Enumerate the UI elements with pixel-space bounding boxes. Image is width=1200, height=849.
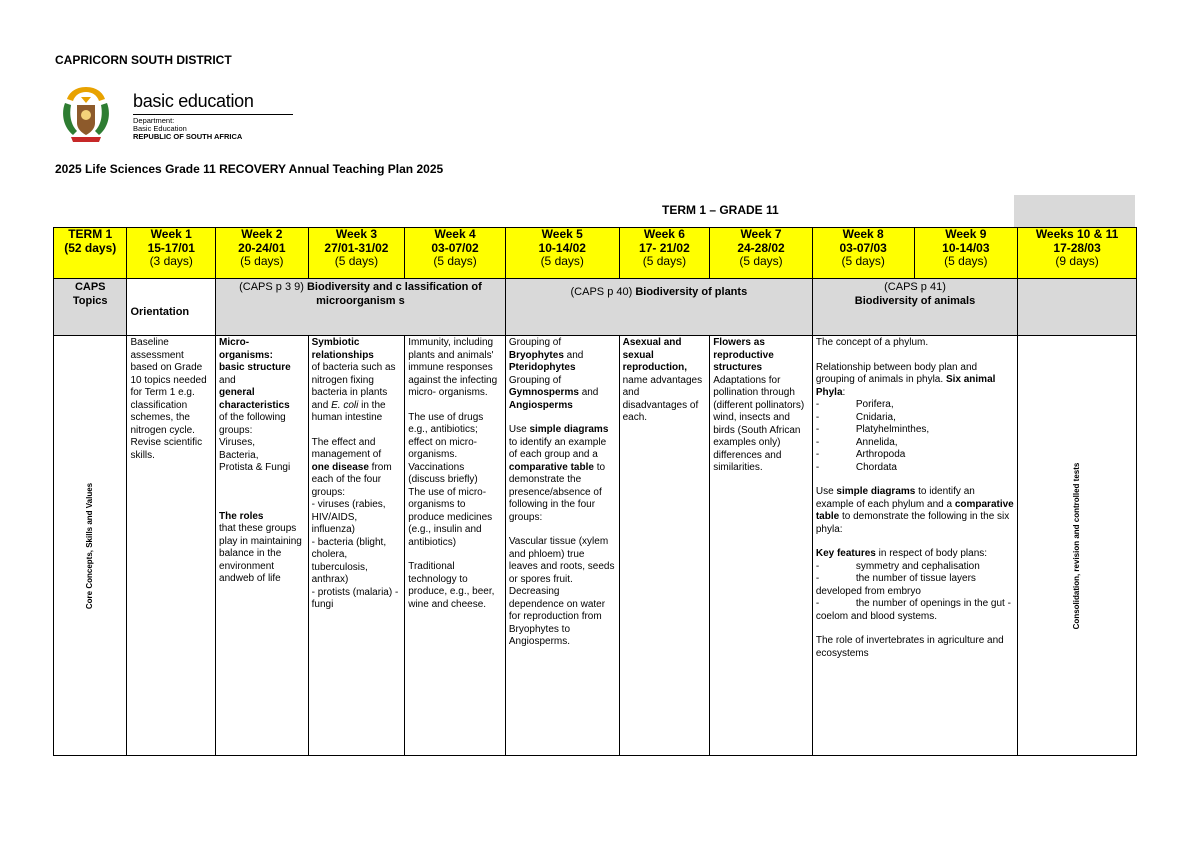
weeks-row [54,228,1137,279]
caps-topics-row [54,279,1137,336]
logo-rule [133,114,293,115]
week-3-cell: Week 3 27/01-31/02 (5 days) [308,228,405,279]
week1-content: Baseline assessment based on Grade 10 topics needed for Term 1 e.g. classification schemes, the nitrogen cycle. Revise scientific skills. [127,336,216,756]
week-7-cell: Week 7 24-28/02 (5 days) [710,228,813,279]
core-concepts-cell [54,336,127,756]
week-5-cell: Week 5 10-14/02 (5 days) [505,228,619,279]
feature-item: - symmetry and cephalisation [815,560,980,572]
content-row [54,336,1137,756]
phylum-item: - Arthropoda [815,449,906,460]
phylum-item: - Porifera, [815,399,894,410]
caps-empty-cell [1018,279,1137,336]
term-cell: TERM 1 (52 days) [54,228,127,279]
logo-dept-line1: Department: [133,116,175,125]
week3-content: Symbiotic relationships of bacteria such as nitrogen fixing bacteria in plants and E. coli in the human intestine The effect and management of one disease from each of the four groups: - viruses (rabies, HIV/AIDS, influenza) - bacteria (blight, cholera, tuberculosis, anthrax) - protists (malaria) - fungi [308,336,405,756]
core-concepts-label: Core Concepts, Skills and Values [84,482,94,609]
teaching-plan-table [53,227,1137,756]
week5-content: Grouping of Bryophytes and Pteridophytes Grouping of Gymnosperms and Angiosperms Use simple diagrams to identify an example of each group and a comparative table to demonstrate the presence/absence of following in the four groups: Vascular tissue (xylem and phloem) true leaves and roots, seeds or spores fruit. Decreasing dependence on water for reproduction from Bryophytes to Angiosperms. [505,336,619,756]
week-2-cell: Week 2 20-24/01 (5 days) [216,228,309,279]
logo-department [133,117,242,141]
week6-content: Asexual and sexual reproduction, name advantages and disadvantages of each. [619,336,710,756]
dbe-logo [55,83,300,145]
week7-content: Flowers as reproductive structures Adaptations for pollination through (different pollinators) wind, insects and birds (South African examples only) differences and similarities. [710,336,813,756]
logo-country: REPUBLIC OF SOUTH AFRICA [133,132,243,141]
phylum-item: - Platyhelminthes, [815,424,930,435]
week-9-cell: Week 9 10-14/03 (5 days) [914,228,1018,279]
term-heading: TERM 1 – GRADE 11 [662,203,779,217]
plan-title: 2025 Life Sciences Grade 11 RECOVERY Annual Teaching Plan 2025 [55,162,444,176]
week-10-11-cell: Weeks 10 & 11 17-28/03 (9 days) [1018,228,1137,279]
orientation-cell: Orientation [127,279,216,336]
phylum-item: - Annelida, [815,436,898,448]
week2-content: Micro- organisms: basic structure and general characteristics of the following groups: Viruses, Bacteria, Protista & Fungi The roles that these groups play in maintaining balance in the environment andweb of life [216,336,309,756]
caps-label-cell: CAPS Topics [54,279,127,336]
grey-header-box [1014,195,1135,227]
topic-animals-cell: (CAPS p 41) Biodiversity of animals [812,279,1017,336]
feature-item: - the number of openings in the gut - coelom and blood systems. [815,598,1011,622]
logo-name: basic education [133,91,254,111]
week8-9-content: The concept of a phylum. Relationship between body plan and grouping of animals in phyla. Six animal Phyla: - Porifera, - Cnidaria, - Platyhelminthes, - Annelida, - Arthropoda - Chordata Use simple diagrams to identify an example of each phylum and a comparative table to demonstrate the following in the six phyla: Key features in respect of body plans: - symmetry and cephalisation - the number of tissue layers developed from embryo - the number of openings in the gut - coelom and blood systems. The role of invertebrates in agriculture and ecosystems [812,336,1017,756]
district-title: CAPRICORN SOUTH DISTRICT [55,53,232,67]
logo-dept-line2: Basic Education [133,124,187,133]
consolidation-label: Consolidation, revision and controlled tests [1071,462,1081,629]
week-4-cell: Week 4 03-07/02 (5 days) [405,228,506,279]
week4-content: Immunity, including plants and animals' immune responses against the infecting micro- organisms. The use of drugs e.g., antibiotics; effect on micro- organisms. Vaccinations (discuss briefly) The use of micro- organisms to produce medicines (e.g., insulin and antibiotics) Traditional technology to produce, e.g., beer, wine and cheese. [405,336,506,756]
topic-microorganisms-cell: (CAPS p 3 9) Biodiversity and c lassification of microorganism s [216,279,506,336]
feature-item: - the number of tissue layers developed from embryo [815,573,976,597]
week-1-cell: Week 1 15-17/01 (3 days) [127,228,216,279]
phylum-item: - Cnidaria, [815,411,896,423]
topic-plants-cell: (CAPS p 40) Biodiversity of plants [505,279,812,336]
consolidation-cell [1018,336,1137,756]
week-8-cell: Week 8 03-07/03 (5 days) [812,228,914,279]
phylum-item: - Chordata [815,461,897,473]
week-6-cell: Week 6 17- 21/02 (5 days) [619,228,710,279]
coat-of-arms-icon [55,83,117,145]
